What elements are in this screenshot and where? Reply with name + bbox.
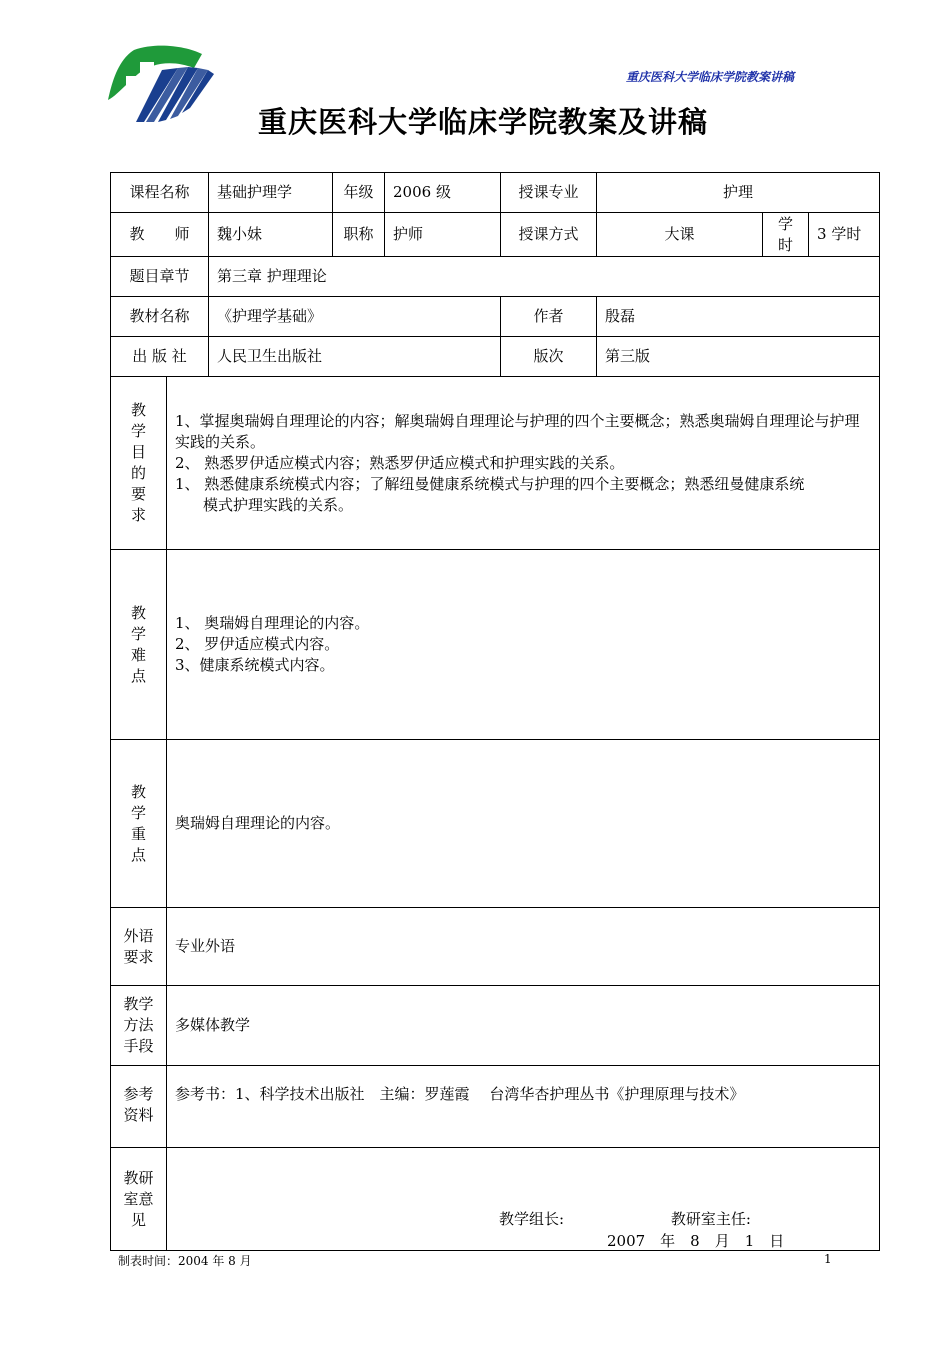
signature-line xyxy=(499,1209,751,1230)
edition-value: 第三版 xyxy=(597,337,880,377)
made-time: 制表时间：2004 年 8 月 xyxy=(118,1254,252,1268)
objectives-content: 1、掌握奥瑞姆自理理论的内容；解奥瑞姆自理理论与护理的四个主要概念；熟悉奥瑞姆自理理论与护理实践的关系。 2、 熟悉罗伊适应模式内容；熟悉罗伊适应模式和护理实践的关系。 1、 熟悉健康系统模式内容；了解纽曼健康系统模式与护理的四个主要概念；熟悉纽曼健康系统 模式护理实践的关系。 xyxy=(167,377,880,550)
hospital-logo-icon xyxy=(104,44,216,126)
title-label: 职称 xyxy=(333,213,385,257)
header-right-label: 重庆医科大学临床学院教案讲稿 xyxy=(626,70,795,84)
chapter-value: 第三章 护理理论 xyxy=(209,257,880,297)
key-points-content: 奥瑞姆自理理论的内容。 xyxy=(167,740,880,908)
major-value: 护理 xyxy=(597,173,880,213)
publisher-label: 出 版 社 xyxy=(111,337,209,377)
language-label: 外语 要求 xyxy=(111,908,167,986)
page-number: 1 xyxy=(824,1252,832,1266)
difficulties-content: 1、 奥瑞姆自理理论的内容。 2、 罗伊适应模式内容。 3、健康系统模式内容。 xyxy=(167,550,880,740)
references-content: 参考书：1、科学技术出版社 主编：罗莲霞 台湾华杏护理丛书《护理原理与技术》 xyxy=(167,1066,880,1148)
textbook-value: 《护理学基础》 xyxy=(209,297,501,337)
opinion-content xyxy=(167,1148,880,1251)
teaching-method-content: 多媒体教学 xyxy=(167,986,880,1066)
opinion-date: 2007 年 8 月 1 日 xyxy=(607,1232,785,1250)
edition-label: 版次 xyxy=(501,337,597,377)
course-name-label: 课程名称 xyxy=(111,173,209,213)
language-content: 专业外语 xyxy=(167,908,880,986)
title-value: 护师 xyxy=(385,213,501,257)
objectives-label: 教 学 目 的 要 求 xyxy=(111,377,167,550)
author-label: 作者 xyxy=(501,297,597,337)
group-leader-label: 教学组长: xyxy=(499,1210,565,1228)
grade-label: 年级 xyxy=(333,173,385,213)
page-title: 重庆医科大学临床学院教案及讲稿 xyxy=(258,105,709,139)
course-name-value: 基础护理学 xyxy=(209,173,333,213)
opinion-label: 教研 室意 见 xyxy=(111,1148,167,1251)
difficulties-label: 教 学 难 点 xyxy=(111,550,167,740)
method-value: 大课 xyxy=(597,213,763,257)
teaching-method-label: 教学 方法 手段 xyxy=(111,986,167,1066)
references-label: 参考 资料 xyxy=(111,1066,167,1148)
grade-value: 2006 级 xyxy=(385,173,501,213)
hours-label: 学 时 xyxy=(763,213,809,257)
teacher-label: 教 师 xyxy=(111,213,209,257)
method-label: 授课方式 xyxy=(501,213,597,257)
major-label: 授课专业 xyxy=(501,173,597,213)
chapter-label: 题目章节 xyxy=(111,257,209,297)
lesson-plan-table xyxy=(110,172,880,1251)
key-points-label: 教 学 重 点 xyxy=(111,740,167,908)
author-value: 殷磊 xyxy=(597,297,880,337)
director-label: 教研室主任: xyxy=(670,1210,751,1228)
publisher-value: 人民卫生出版社 xyxy=(209,337,501,377)
teacher-value: 魏小妹 xyxy=(209,213,333,257)
textbook-label: 教材名称 xyxy=(111,297,209,337)
hours-value: 3 学时 xyxy=(809,213,880,257)
